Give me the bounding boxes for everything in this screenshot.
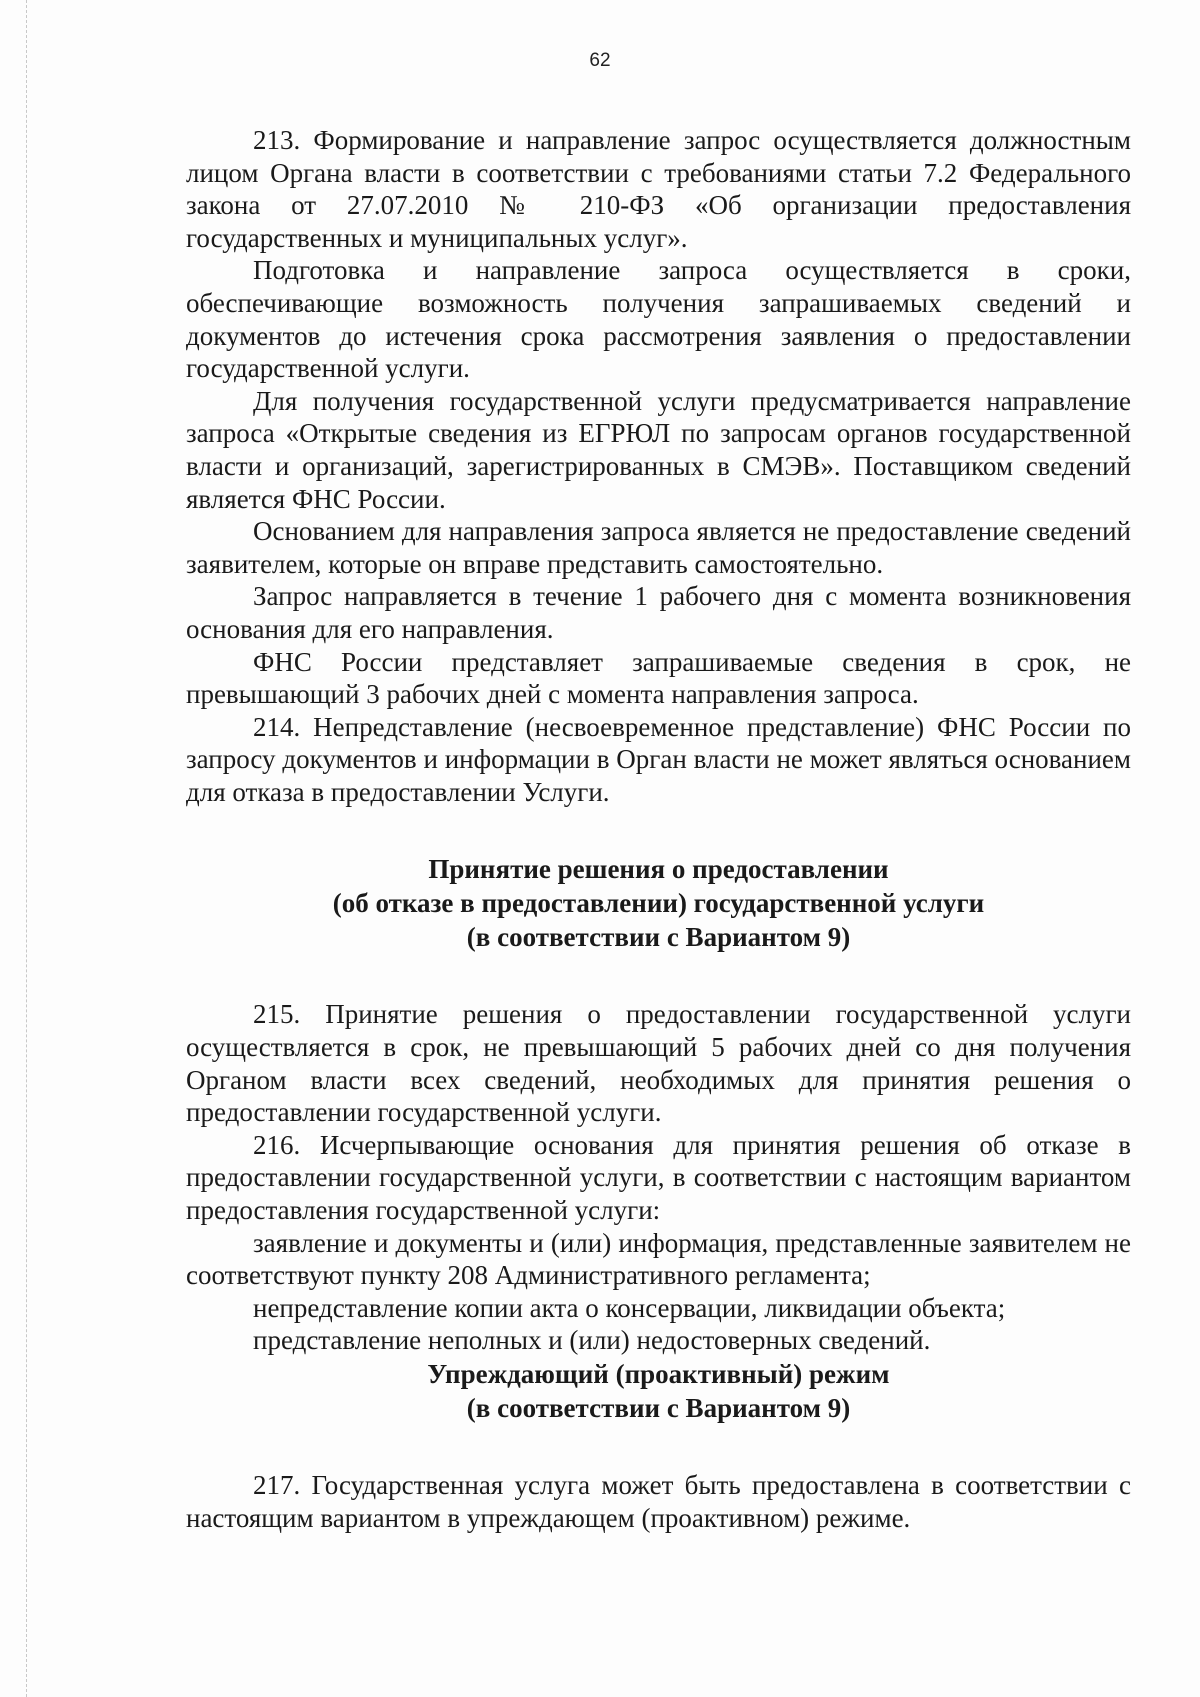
heading-decision-line-2: (об отказе в предоставлении) государственной услуги: [332, 888, 985, 919]
refusal-ground-item: заявление и документы и (или) информация, представленные заявителем не соответствуют пункту 208 Административного регламента;: [186, 1227, 1131, 1291]
heading-decision-line-3: (в соответствии с Вариантом 9): [466, 922, 851, 953]
heading-decision-line-1: Принятие решения о предоставлении: [428, 854, 889, 885]
paragraph-214: 214. Непредставление (несвоевременное представление) ФНС России по запросу документов и информации в Орган власти не может являться основанием для отказа в предоставлении Услуги.: [186, 711, 1131, 807]
heading-proactive-line-2: (в соответствии с Вариантом 9): [466, 1393, 851, 1423]
paragraph-request-timing: Запрос направляется в течение 1 рабочего дня с момента возникновения основания для его направления.: [186, 581, 1131, 644]
paragraph-216: 216. Исчерпывающие основания для принятия решения об отказе в предоставлении государственной услуги, в соответствии с настоящим вариантом предоставления государственной услуги:: [186, 1129, 1131, 1226]
heading-proactive: [186, 1357, 1131, 1425]
paragraph-egrul-request: Для получения государственной услуги предусматривается направление запроса «Открытые сведения из ЕГРЮЛ по запросам органов государственной власти и организаций, зарегистрированных в СМЭВ». Поставщиком сведений является ФНС России.: [186, 385, 1131, 514]
heading-decision: [186, 852, 1131, 954]
paragraph-fns-response: ФНС России представляет запрашиваемые сведения в срок, не превышающий 3 рабочих дней с момента направления запроса.: [186, 646, 1131, 710]
paragraph-request-preparation: Подготовка и направление запроса осуществляется в сроки, обеспечивающие возможность получения запрашиваемых сведений и документов до истечения срока рассмотрения заявления о предоставлении государственной услуги.: [186, 255, 1131, 384]
paragraph-213: 213. Формирование и направление запрос осуществляется должностным лицом Органа власти в соответствии с требованиями статьи 7.2 Федерального закона от 27.07.2010 № 210-ФЗ «Об организации предоставления государственных и муниципальных услуг».: [186, 125, 1131, 253]
paragraph-request-basis: Основанием для направления запроса является не предоставление сведений заявителем, которые он вправе представить самостоятельно.: [186, 516, 1131, 579]
page-number: 62: [589, 50, 611, 71]
paragraph-215: 215. Принятие решения о предоставлении государственной услуги осуществляется в срок, не превышающий 5 рабочих дней со дня получения Органом власти всех сведений, необходимых для принятия решения о предоставлении государственной услуги.: [186, 999, 1131, 1128]
refusal-ground-item: непредставление копии акта о консервации, ликвидации объекта;: [253, 1292, 1006, 1323]
document-body: [186, 124, 1131, 1534]
section-requests: [186, 124, 1131, 808]
refusal-ground-item: представление неполных и (или) недостоверных сведений.: [253, 1325, 931, 1356]
scan-edge-line: [26, 0, 27, 1697]
paragraph-217: 217. Государственная услуга может быть предоставлена в соответствии с настоящим вариантом в упреждающем (проактивном) режиме.: [186, 1470, 1131, 1533]
heading-proactive-line-1: Упреждающий (проактивный) режим: [427, 1359, 890, 1389]
section-decision: [186, 998, 1131, 1357]
section-proactive: [186, 1469, 1131, 1534]
